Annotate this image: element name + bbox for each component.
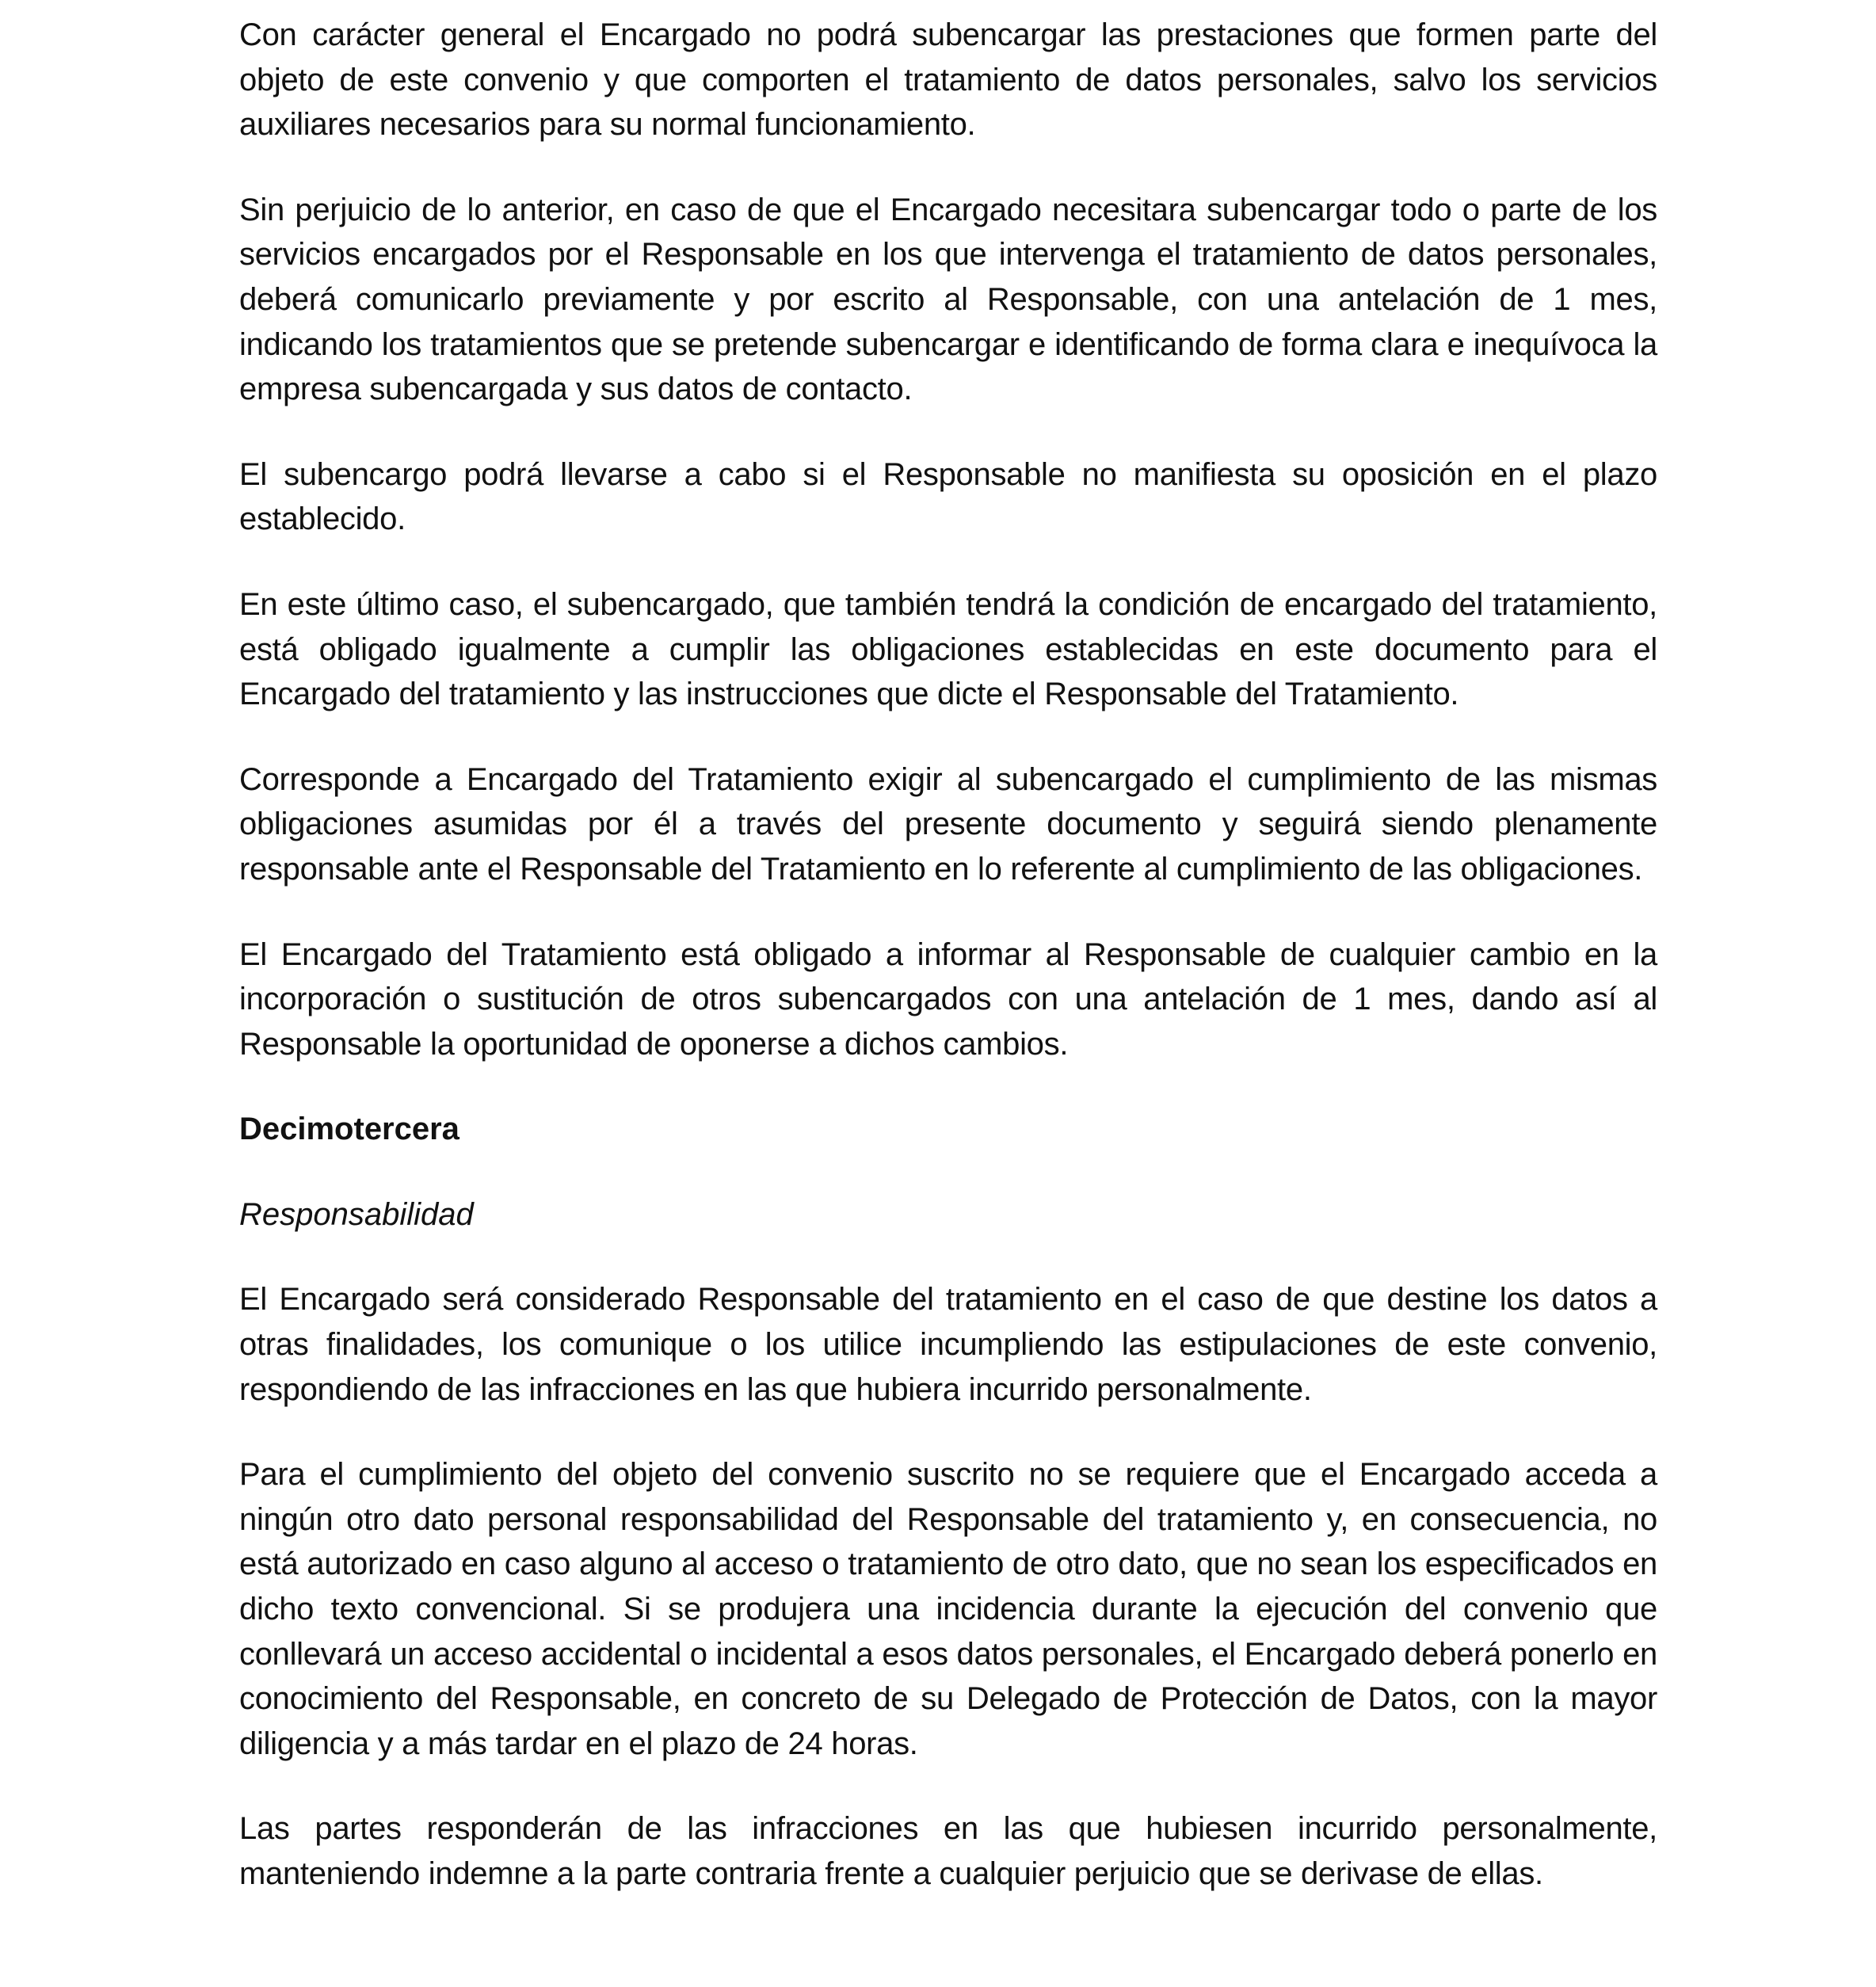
paragraph-indemnity: Las partes responderán de las infracciones en las que hubiesen incurrido personalmente, manteniendo indemne a la parte contraria frente a cualquier perjuicio que se derivase de ellas. — [239, 1811, 1657, 1891]
paragraph-subcontracting-general: Con carácter general el Encargado no podrá subencargar las prestaciones que formen parte del objeto de este convenio y que comporten el tratamiento de datos personales, salvo los servicios auxiliares necesarios para su normal funcionamiento. — [239, 17, 1657, 143]
paragraph-data-access-incident: Para el cumplimiento del objeto del convenio suscrito no se requiere que el Encargado acceda a ningún otro dato personal responsabilidad del Responsable del tratamiento y, en consecuencia, no está autorizado en caso alguno al acceso o tratamiento de otro dato, que no sean los especificados en dicho texto convencional. Si se produjera una incidencia durante la ejecución del convenio que conllevará un acceso accidental o incidental a esos datos personales, el Encargado deberá ponerlo en conocimiento del Responsable, en concreto de su Delegado de Protección de Datos, con la mayor diligencia y a más tardar en el plazo de 24 horas. — [239, 1457, 1657, 1761]
paragraph-subcontractor-obligations: En este último caso, el subencargado, que también tendrá la condición de encargado del tratamiento, está obligado igualmente a cumplir las obligaciones establecidas en este documento para el Encargado del tratamiento y las instrucciones que dicte el Responsable del Tratamiento. — [239, 586, 1657, 712]
paragraph-responsibility-purpose: El Encargado será considerado Responsable del tratamiento en el caso de que destine los datos a otras finalidades, los comunique o los utilice incumpliendo las estipulaciones de este convenio, respondiendo de las infracciones en las que hubiera incurrido personalmente. — [239, 1282, 1657, 1407]
paragraph-change-notification: El Encargado del Tratamiento está obligado a informar al Responsable de cualquier cambio en la incorporación o sustitución de otros subencargados con una antelación de 1 mes, dando así al Responsable la oportunidad de oponerse a dichos cambios. — [239, 936, 1657, 1062]
paragraph-processor-liability: Corresponde a Encargado del Tratamiento exigir al subencargado el cumplimiento de las mismas obligaciones asumidas por él a través del presente documento y seguirá siendo plenamente responsable ante el Responsable del Tratamiento en lo referente al cumplimiento de las obligaciones. — [239, 761, 1657, 887]
paragraph-subcontracting-notice: Sin perjuicio de lo anterior, en caso de que el Encargado necesitara subencargar todo o parte de los servicios encargados por el Responsable en los que intervenga el tratamiento de datos personales, deberá comunicarlo previamente y por escrito al Responsable, con una antelación de 1 mes, indicando los tratamientos que se pretende subencargar e identificando de forma clara e inequívoca la empresa subencargada y sus datos de contacto. — [239, 192, 1657, 407]
paragraph-subcontracting-opposition: El subencargo podrá llevarse a cabo si el Responsable no manifiesta su oposición en el plazo establecido. — [239, 456, 1657, 537]
section-heading: Decimotercera — [239, 1112, 459, 1147]
section-subheading: Responsabilidad — [239, 1196, 474, 1232]
document-page — [239, 13, 1657, 1897]
